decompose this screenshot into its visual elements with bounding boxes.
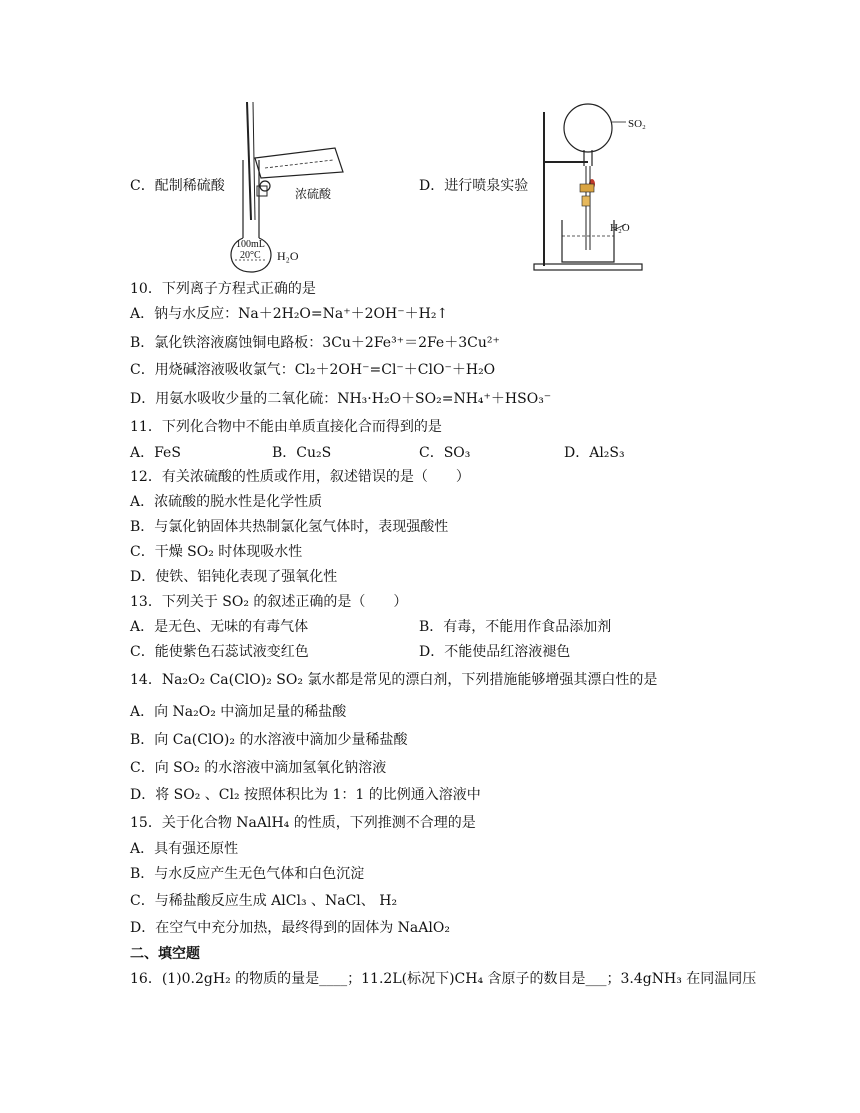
- fig-c-water-label: H₂O: [277, 249, 299, 263]
- q12-option-d: D．使铁、铝钝化表现了强氧化性: [130, 569, 338, 585]
- q10-option-c: C．用烧碱溶液吸收氯气：Cl₂＋2OH⁻=Cl⁻＋ClO⁻＋H₂O: [130, 362, 496, 378]
- q12-option-c: C．干燥 SO₂ 时体现吸水性: [130, 544, 303, 560]
- q14-stem: 14．Na₂O₂ Ca(ClO)₂ SO₂ 氯水都是常见的漂白剂，下列措施能够增强其漂白性的是: [130, 672, 658, 688]
- q10-option-b: B．氯化铁溶液腐蚀铜电路板：3Cu＋2Fe³⁺＝2Fe＋3Cu²⁺: [130, 335, 500, 351]
- q12-stem: 12．有关浓硫酸的性质或作用，叙述错误的是（ ）: [130, 469, 470, 485]
- q11-option-b: B．Cu₂S: [272, 445, 332, 461]
- q15-option-d: D．在空气中充分加热，最终得到的固体为 NaAlO₂: [130, 920, 450, 936]
- q15-option-c: C．与稀盐酸反应生成 AlCl₃ 、NaCl、 H₂: [130, 893, 398, 909]
- q12-option-b: B．与氯化钠固体共热制氯化氢气体时，表现强酸性: [130, 519, 449, 535]
- q14-option-b: B．向 Ca(ClO)₂ 的水溶液中滴加少量稀盐酸: [130, 732, 408, 748]
- q14-option-a: A．向 Na₂O₂ 中滴加足量的稀盐酸: [130, 704, 347, 720]
- q10-option-d: D．用氨水吸收少量的二氧化硫：NH₃·H₂O＋SO₂=NH₄⁺＋HSO₃⁻: [130, 391, 552, 407]
- q15-option-a: A．具有强还原性: [130, 841, 239, 857]
- q16-stem: 16．(1)0.2gH₂ 的物质的量是____；11.2L(标况下)CH₄ 含原子的数目是___；3.4gNH₃ 在同温同压: [130, 971, 757, 987]
- q11-option-a: A．FeS: [130, 445, 181, 461]
- q12-option-a: A．浓硫酸的脱水性是化学性质: [130, 494, 323, 510]
- q13-option-c: C．能使紫色石蕊试液变红色: [130, 644, 309, 660]
- q13-option-d: D．不能使品红溶液褪色: [419, 644, 571, 660]
- q11-option-d: D．Al₂S₃: [564, 445, 625, 461]
- fig-d-water-label: H₂O: [610, 222, 630, 234]
- q15-stem: 15．关于化合物 NaAlH₄ 的性质，下列推测不合理的是: [130, 815, 476, 831]
- q10-option-a: A．钠与水反应：Na＋2H₂O=Na⁺＋2OH⁻＋H₂↑: [130, 306, 449, 322]
- section-title: 二、填空题: [130, 946, 200, 962]
- q11-stem: 11．下列化合物中不能由单质直接化合而得到的是: [130, 419, 442, 435]
- fig-c-acid-label: 浓硫酸: [295, 187, 332, 201]
- q10-stem: 10．下列离子方程式正确的是: [130, 281, 316, 297]
- q13-stem: 13．下列关于 SO₂ 的叙述正确的是（ ）: [130, 594, 408, 610]
- q15-option-b: B．与水反应产生无色气体和白色沉淀: [130, 866, 365, 882]
- fig-c-flask-temp: 20°C: [240, 250, 261, 261]
- q9-option-d: D．进行喷泉实验: [419, 178, 529, 194]
- q13-option-b: B．有毒，不能用作食品添加剂: [419, 619, 612, 635]
- q14-option-c: C．向 SO₂ 的水溶液中滴加氢氧化钠溶液: [130, 760, 387, 776]
- q9-option-c: C．配制稀硫酸: [130, 178, 225, 194]
- q11-option-c: C．SO₃: [419, 445, 471, 461]
- fig-c-flask-capacity: 100mL: [236, 239, 265, 250]
- q14-option-d: D．将 SO₂ 、Cl₂ 按照体积比为 1：1 的比例通入溶液中: [130, 787, 481, 803]
- q13-option-a: A．是无色、无味的有毒气体: [130, 619, 309, 635]
- fig-d-gas-label: SO₂: [628, 118, 646, 130]
